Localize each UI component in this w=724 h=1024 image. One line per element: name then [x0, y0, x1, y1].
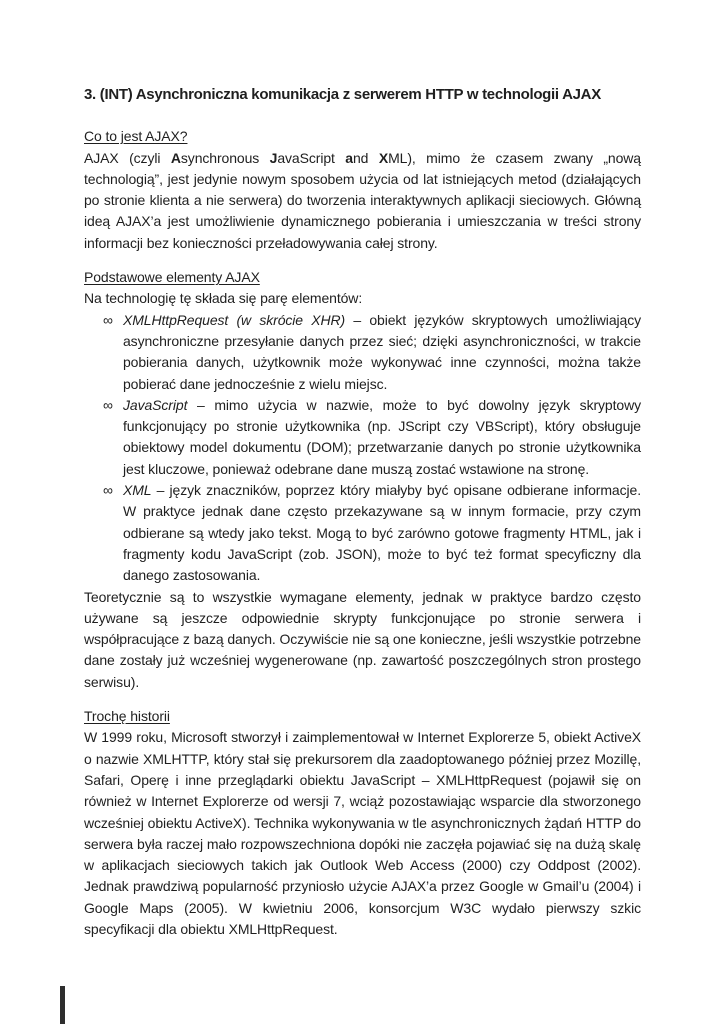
document-page — [84, 84, 641, 940]
section-heading-what-is-ajax: Co to jest AJAX? — [84, 128, 188, 145]
list-item-xml — [84, 480, 641, 586]
paragraph-what-is-ajax: AJAX (czyli Asynchronous JavaScript and XML), mimo że czasem zwany „nową technologią”, jest jedynie nowym sposobem użycia od lat istniejących metod (działających po stronie klienta a nie serwera) do tworzenia interaktywnych aplikacji sieciowych. Główną ideą AJAX’a jest umożliwienie dynamicznego pobierania i umieszczania w treści strony informacji bez konieczności przeładowywania całej strony. — [84, 149, 641, 251]
section-heading-basic-elements: Podstawowe elementy AJAX — [84, 269, 260, 286]
paragraph-elements-intro: Na technologię tę składa się parę elementów: — [84, 290, 363, 307]
list-item-javascript — [84, 395, 641, 480]
bullet-list — [84, 310, 641, 587]
page-edge-caret-mark — [60, 986, 65, 1024]
document-title: 3. (INT) Asynchroniczna komunikacja z serwerem HTTP w technologii AJAX — [84, 86, 601, 103]
list-item-text: XMLHttpRequest (w skrócie XHR) – obiekt języków skryptowych umożliwiający asynchroniczne przesyłanie danych przez sieć; dzięki asynchroniczności, w trakcie pobierania danych, użytkownik może wykonywać inne czynności, można także pobierać dane jednocześnie z wielu miejsc. — [123, 311, 642, 392]
section-history — [84, 706, 641, 940]
section-heading-history: Trochę historii — [84, 708, 170, 725]
infinity-bullet-icon: ∞ — [103, 311, 113, 328]
paragraph-history: W 1999 roku, Microsoft stworzył i zaimplementował w Internet Explorerze 5, obiekt ActiveX o nazwie XMLHTTP, który stał się prekursorem dla zaadoptowanego później przez Mozillę, Safari, Operę i inne przeglądarki obiektu JavaScript – XMLHttpRequest (pojawił się on również w Internet Explorerze od wersji 7, wciąż pozostawiając wsparcie dla stworzonego wcześniej obiektu ActiveX). Technika wykonywania w tle asynchronicznych żądań HTTP do serwera była raczej mało rozpowszechniona dopóki nie zaczęła pojawiać się na dużą skalę w aplikacjach sieciowych takich jak Outlook Web Access (2000) czy Oddpost (2002). Jednak prawdziwą popularność przyniosło użycie AJAX’a przez Google w Gmail’u (2004) i Google Maps (2005). W kwietniu 2006, konsorcjum W3C wydało pierwszy szkic specyfikacji dla obiektu XMLHttpRequest. — [84, 729, 641, 937]
list-item-xmlhttprequest — [84, 310, 641, 395]
list-item-text: XML – język znaczników, poprzez który miałyby być opisane odbierane informacje. W praktyce jednak dane często przekazywane są w innym formacie, przy czym odbierane są wtedy jako tekst. Mogą to być zarówno gotowe fragmenty HTML, jak i fragmenty kodu JavaScript (zob. JSON), może to być też format specyficzny dla danego zastosowania. — [123, 482, 641, 584]
section-basic-elements — [84, 267, 641, 693]
infinity-bullet-icon: ∞ — [103, 482, 113, 499]
section-what-is-ajax — [84, 126, 641, 254]
list-item-text: JavaScript – mimo użycia w nazwie, może to być dowolny język skryptowy funkcjonujący po stronie użytkownika (np. JScript czy VBScript), który obsługuje obiektowy model dokumentu (DOM); przetwarzanie danych po stronie użytkownika jest kluczowe, ponieważ odebrane dane muszą zostać wstawione na stronę. — [123, 396, 641, 477]
paragraph-elements-outro: Teoretycznie są to wszystkie wymagane elementy, jednak w praktyce bardzo często używane są jeszcze odpowiednie skrypty funkcjonujące po stronie serwera i współpracujące z bazą danych. Oczywiście nie są one konieczne, jeśli wszystkie potrzebne dane zostały już wcześniej wygenerowane (np. zawartość poszczególnych stron prostego serwisu). — [84, 588, 641, 690]
infinity-bullet-icon: ∞ — [103, 396, 113, 413]
